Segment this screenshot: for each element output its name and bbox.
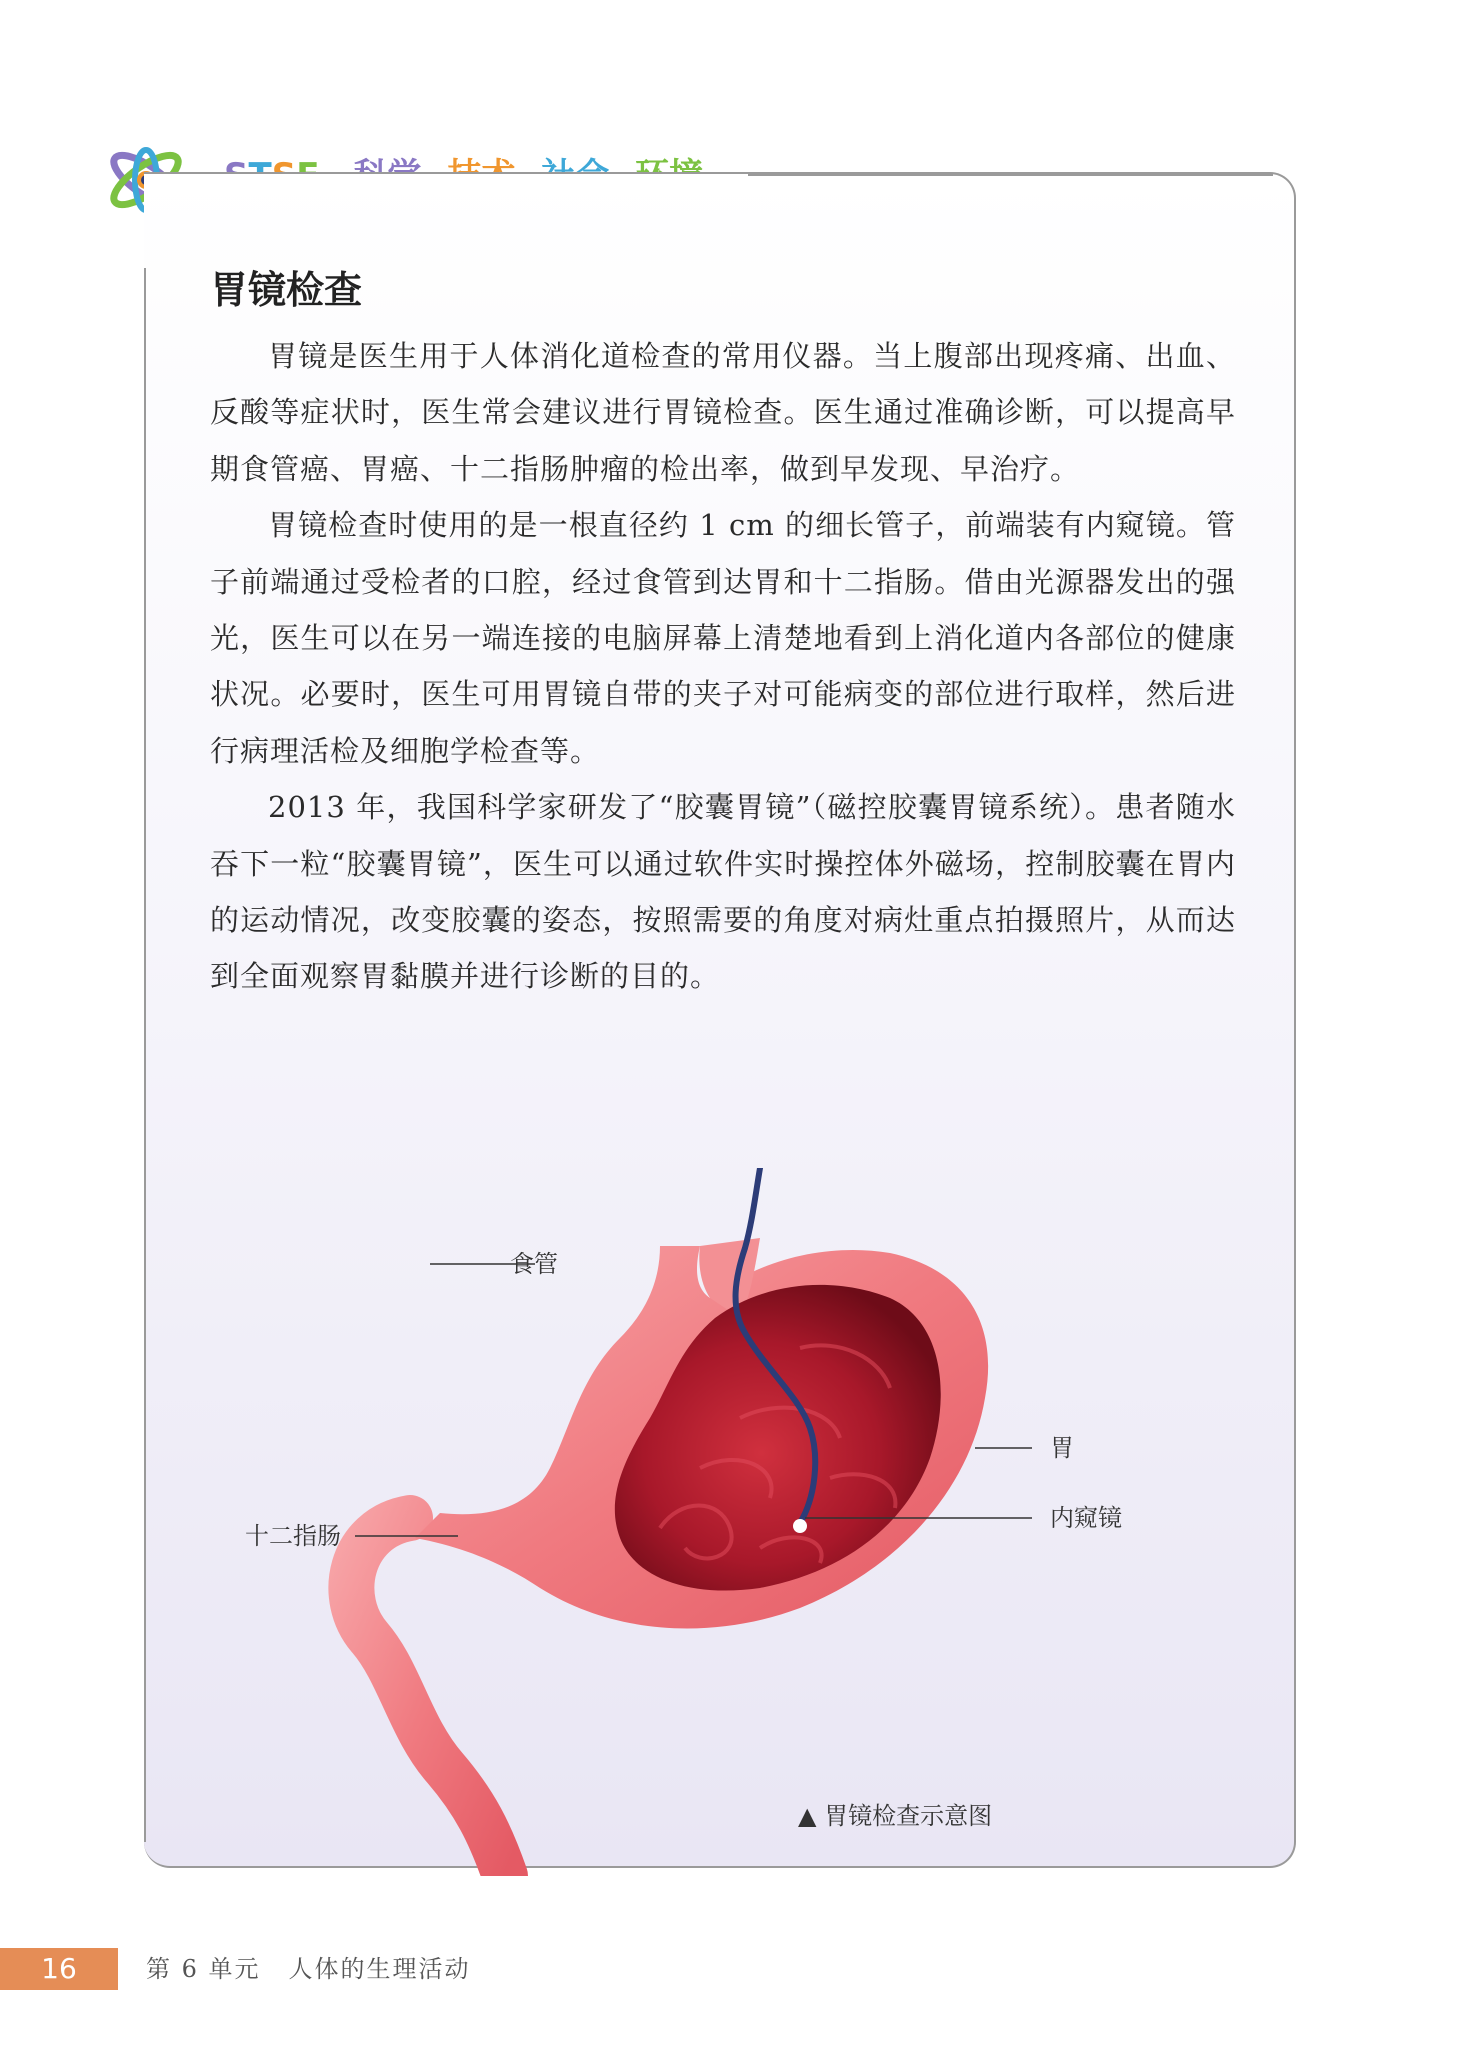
article-body [210,328,1236,1005]
article-title: 胃镜检查 [210,268,363,312]
label-esophagus: 食管 [510,1250,558,1278]
footer-unit-number: 第 6 单元 [146,1955,261,1983]
footer-unit [146,1948,471,1990]
endoscope-light [793,1519,807,1533]
panel-left-border [144,268,146,1842]
paragraph-2: 胃镜检查时使用的是一根直径约 1 cm 的细长管子，前端装有内窥镜。管子前端通过受检者的口腔，经过食管到达胃和十二指肠。借由光源器发出的强光，医生可以在另一端连接的电脑屏幕上清楚地看到上消化道内各部位的健康状况。必要时，医生可用胃镜自带的夹子对可能病变的部位进行取样，然后进行病理活检及细胞学检查等。 [210,508,1236,768]
caption-triangle-icon: ▲ [798,1802,817,1830]
label-endoscope: 内窥镜 [1050,1504,1122,1532]
caption-text: 胃镜检查示意图 [824,1802,993,1830]
label-duodenum: 十二指肠 [245,1522,341,1550]
stomach-endoscopy-diagram [240,1168,1140,1876]
duodenum-shape [351,1518,505,1876]
header-rule [748,174,1273,176]
paragraph-3: 2013 年，我国科学家研发了“胶囊胃镜”（磁控胶囊胃镜系统）。患者随水吞下一粒“胶囊胃镜”，医生可以通过软件实时操控体外磁场，控制胶囊在胃内的运动情况，改变胶囊的姿态，按照需要的角度对病灶重点拍摄照片，从而达到全面观察胃黏膜并进行诊断的目的。 [210,790,1236,994]
figure-caption [798,1800,992,1832]
page-number: 16 [0,1948,118,1990]
footer-unit-title: 人体的生理活动 [288,1955,471,1983]
label-stomach: 胃 [1050,1434,1074,1462]
paragraph-1: 胃镜是医生用于人体消化道检查的常用仪器。当上腹部出现疼痛、出血、反酸等症状时，医生常会建议进行胃镜检查。医生通过准确诊断，可以提高早期食管癌、胃癌、十二指肠肿瘤的检出率，做到早发现、早治疗。 [210,339,1236,486]
